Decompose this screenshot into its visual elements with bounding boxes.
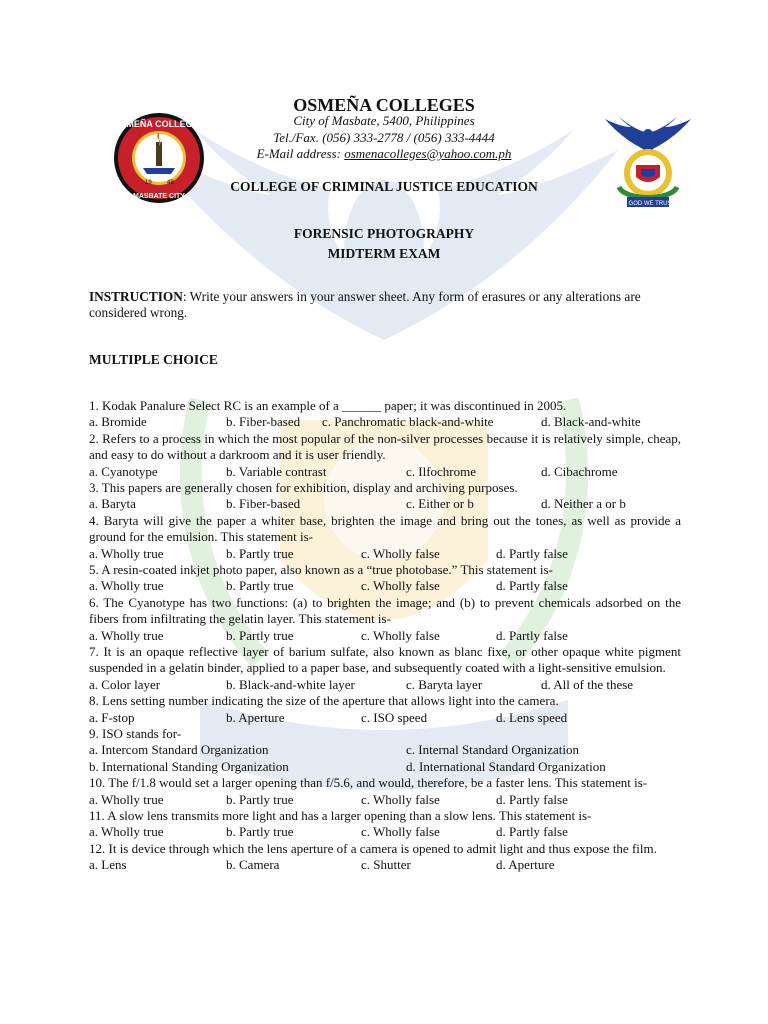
answer-option: d. Partly false	[496, 627, 568, 643]
answer-option: d. Partly false	[496, 578, 568, 594]
options-row	[89, 628, 681, 644]
question-text: 12. It is device through which the lens aperture of a camera is opened to admit light and thus expose the film.	[89, 840, 657, 856]
question-text: 6. The Cyanotype has two functions: (a) to brighten the image; and (b) to prevent chemicals adsorbed on the fibers from infiltrating the gelatin layer. This statement is-	[89, 594, 681, 627]
answer-option: b. Partly true	[226, 627, 294, 643]
answer-option: d. International Standard Organization	[406, 758, 606, 774]
question-item	[89, 480, 681, 513]
answer-option: a. Bromide	[89, 414, 147, 430]
question-item	[89, 808, 681, 841]
answer-option: c. Shutter	[361, 857, 411, 873]
answer-option: b. Camera	[226, 857, 280, 873]
answer-option: a. Wholly true	[89, 791, 164, 807]
answer-option: d. Aperture	[496, 857, 555, 873]
instruction-label: INSTRUCTION	[89, 289, 183, 304]
answer-option: c. Wholly false	[361, 545, 440, 561]
answer-option: c. Internal Standard Organization	[406, 742, 580, 758]
answer-option: c. Wholly false	[361, 578, 440, 594]
answer-option: a. Wholly true	[89, 578, 164, 594]
exam-subject: FORENSIC PHOTOGRAPHY	[293, 226, 475, 241]
answer-option: c. Panchromatic black-and-white	[322, 414, 494, 430]
options-row	[89, 742, 681, 758]
section-title: MULTIPLE CHOICE	[89, 352, 218, 367]
question-item	[89, 775, 681, 808]
answer-option: c. Wholly false	[361, 791, 440, 807]
answer-option: c. Ilfochrome	[406, 463, 477, 479]
answer-option: b. Partly true	[226, 824, 294, 840]
question-text: 10. The f/1.8 would set a larger opening than f/5.6, and would, therefore, be a faster lens. This statement is-	[89, 775, 648, 791]
exam-type: MIDTERM EXAM	[327, 246, 441, 261]
answer-option: b. Partly true	[226, 791, 294, 807]
options-row	[89, 857, 681, 873]
question-text: 4. Baryta will give the paper a whiter base, brighten the image and bring out the tones, as well as provide a ground for the emulsion. This statement is-	[89, 512, 681, 545]
instruction-paragraph	[89, 289, 681, 322]
email-label: E-Mail address:	[256, 146, 345, 161]
question-item	[89, 595, 681, 644]
answer-option: c. ISO speed	[361, 709, 428, 725]
seal-year-right: 48	[167, 180, 174, 186]
eagle-seal-motto: IN GOD WE TRUST	[620, 201, 676, 207]
question-item	[89, 841, 681, 874]
instruction-text: : Write your answers in your answer sheet. Any form of erasures or any alterations are considered wrong.	[89, 289, 641, 321]
answer-option: a. Lens	[89, 857, 127, 873]
answer-option: d. Partly false	[496, 545, 568, 561]
options-row	[89, 464, 681, 480]
seal-year-left: 19	[145, 180, 152, 186]
seal-text-bottom: MASBATE CITY	[133, 193, 185, 200]
answer-option: b. Partly true	[226, 545, 294, 561]
answer-option: d. Partly false	[496, 824, 568, 840]
answer-option: a. Color layer	[89, 676, 161, 692]
question-text: 11. A slow lens transmits more light and has a larger opening than a slow lens. This statement is-	[89, 807, 592, 823]
question-item	[89, 726, 681, 775]
answer-option: a. Cyanotype	[89, 463, 158, 479]
college-name: OSMEÑA COLLEGES	[293, 95, 475, 115]
question-item	[89, 431, 681, 480]
options-row	[89, 824, 681, 840]
options-row	[89, 710, 681, 726]
question-item	[89, 398, 681, 431]
question-list	[89, 398, 681, 874]
question-text: 2. Refers to a process in which the most popular of the non-silver processes because it is relatively simple, cheap, and easy to do without a darkroom and it is user friendly.	[89, 430, 681, 463]
answer-option: d. All of the these	[541, 676, 634, 692]
question-text: 7. It is an opaque reflective layer of barium sulfate, also known as blanc fixe, or other opaque white pigment suspended in a gelatin binder, applied to a paper base, and subsequently coated with a light-sensitive emulsion.	[89, 644, 681, 676]
answer-option: a. F-stop	[89, 709, 135, 725]
question-item	[89, 644, 681, 693]
answer-option: b. International Standing Organization	[89, 758, 289, 774]
question-text: 8. Lens setting number indicating the size of the aperture that allows light into the camera.	[89, 693, 559, 709]
question-item	[89, 693, 681, 726]
answer-option: c. Wholly false	[361, 627, 440, 643]
options-row	[89, 677, 681, 693]
answer-option: a. Intercom Standard Organization	[89, 742, 269, 758]
answer-option: d. Lens speed	[496, 709, 568, 725]
answer-option: d. Cibachrome	[541, 463, 618, 479]
college-address: City of Masbate, 5400, Philippines	[293, 113, 475, 128]
answer-option: b. Fiber-based	[226, 496, 301, 512]
answer-option: b. Fiber-based	[226, 414, 301, 430]
answer-option: a. Wholly true	[89, 627, 164, 643]
answer-option: a. Wholly true	[89, 824, 164, 840]
question-item	[89, 513, 681, 562]
options-row	[89, 792, 681, 808]
college-email-line	[0, 146, 768, 162]
options-row	[89, 759, 681, 775]
answer-option: a. Wholly true	[89, 545, 164, 561]
question-text: 3. This papers are generally chosen for exhibition, display and archiving purposes.	[89, 480, 518, 495]
answer-option: d. Partly false	[496, 791, 568, 807]
email-link[interactable]: osmenacolleges@yahoo.com.ph	[344, 146, 512, 161]
question-text: 1. Kodak Panalure Select RC is an example of a ______ paper; it was discontinued in 2005.	[89, 398, 567, 413]
question-item	[89, 562, 681, 595]
answer-option: b. Partly true	[226, 578, 294, 594]
department-name: COLLEGE OF CRIMINAL JUSTICE EDUCATION	[230, 179, 538, 194]
answer-option: d. Black-and-white	[541, 414, 641, 430]
answer-option: c. Wholly false	[361, 824, 440, 840]
answer-option: b. Variable contrast	[226, 463, 327, 479]
question-text: 5. A resin-coated inkjet photo paper, also known as a “true photobase.” This statement is-	[89, 562, 553, 577]
options-row	[89, 496, 681, 512]
answer-option: d. Neither a or b	[541, 496, 626, 512]
answer-option: b. Black-and-white layer	[226, 676, 355, 692]
college-telfax: Tel./Fax. (056) 333-2778 / (056) 333-4444	[273, 130, 495, 145]
seal-text-top: OSMEÑA COLLEGES	[113, 119, 205, 129]
answer-option: a. Baryta	[89, 496, 136, 512]
options-row	[89, 546, 681, 562]
options-row	[89, 578, 681, 594]
answer-option: b. Aperture	[226, 709, 285, 725]
question-text: 9. ISO stands for-	[89, 726, 182, 741]
options-row	[89, 414, 681, 430]
answer-option: c. Either or b	[406, 496, 474, 512]
answer-option: c. Baryta layer	[406, 676, 483, 692]
